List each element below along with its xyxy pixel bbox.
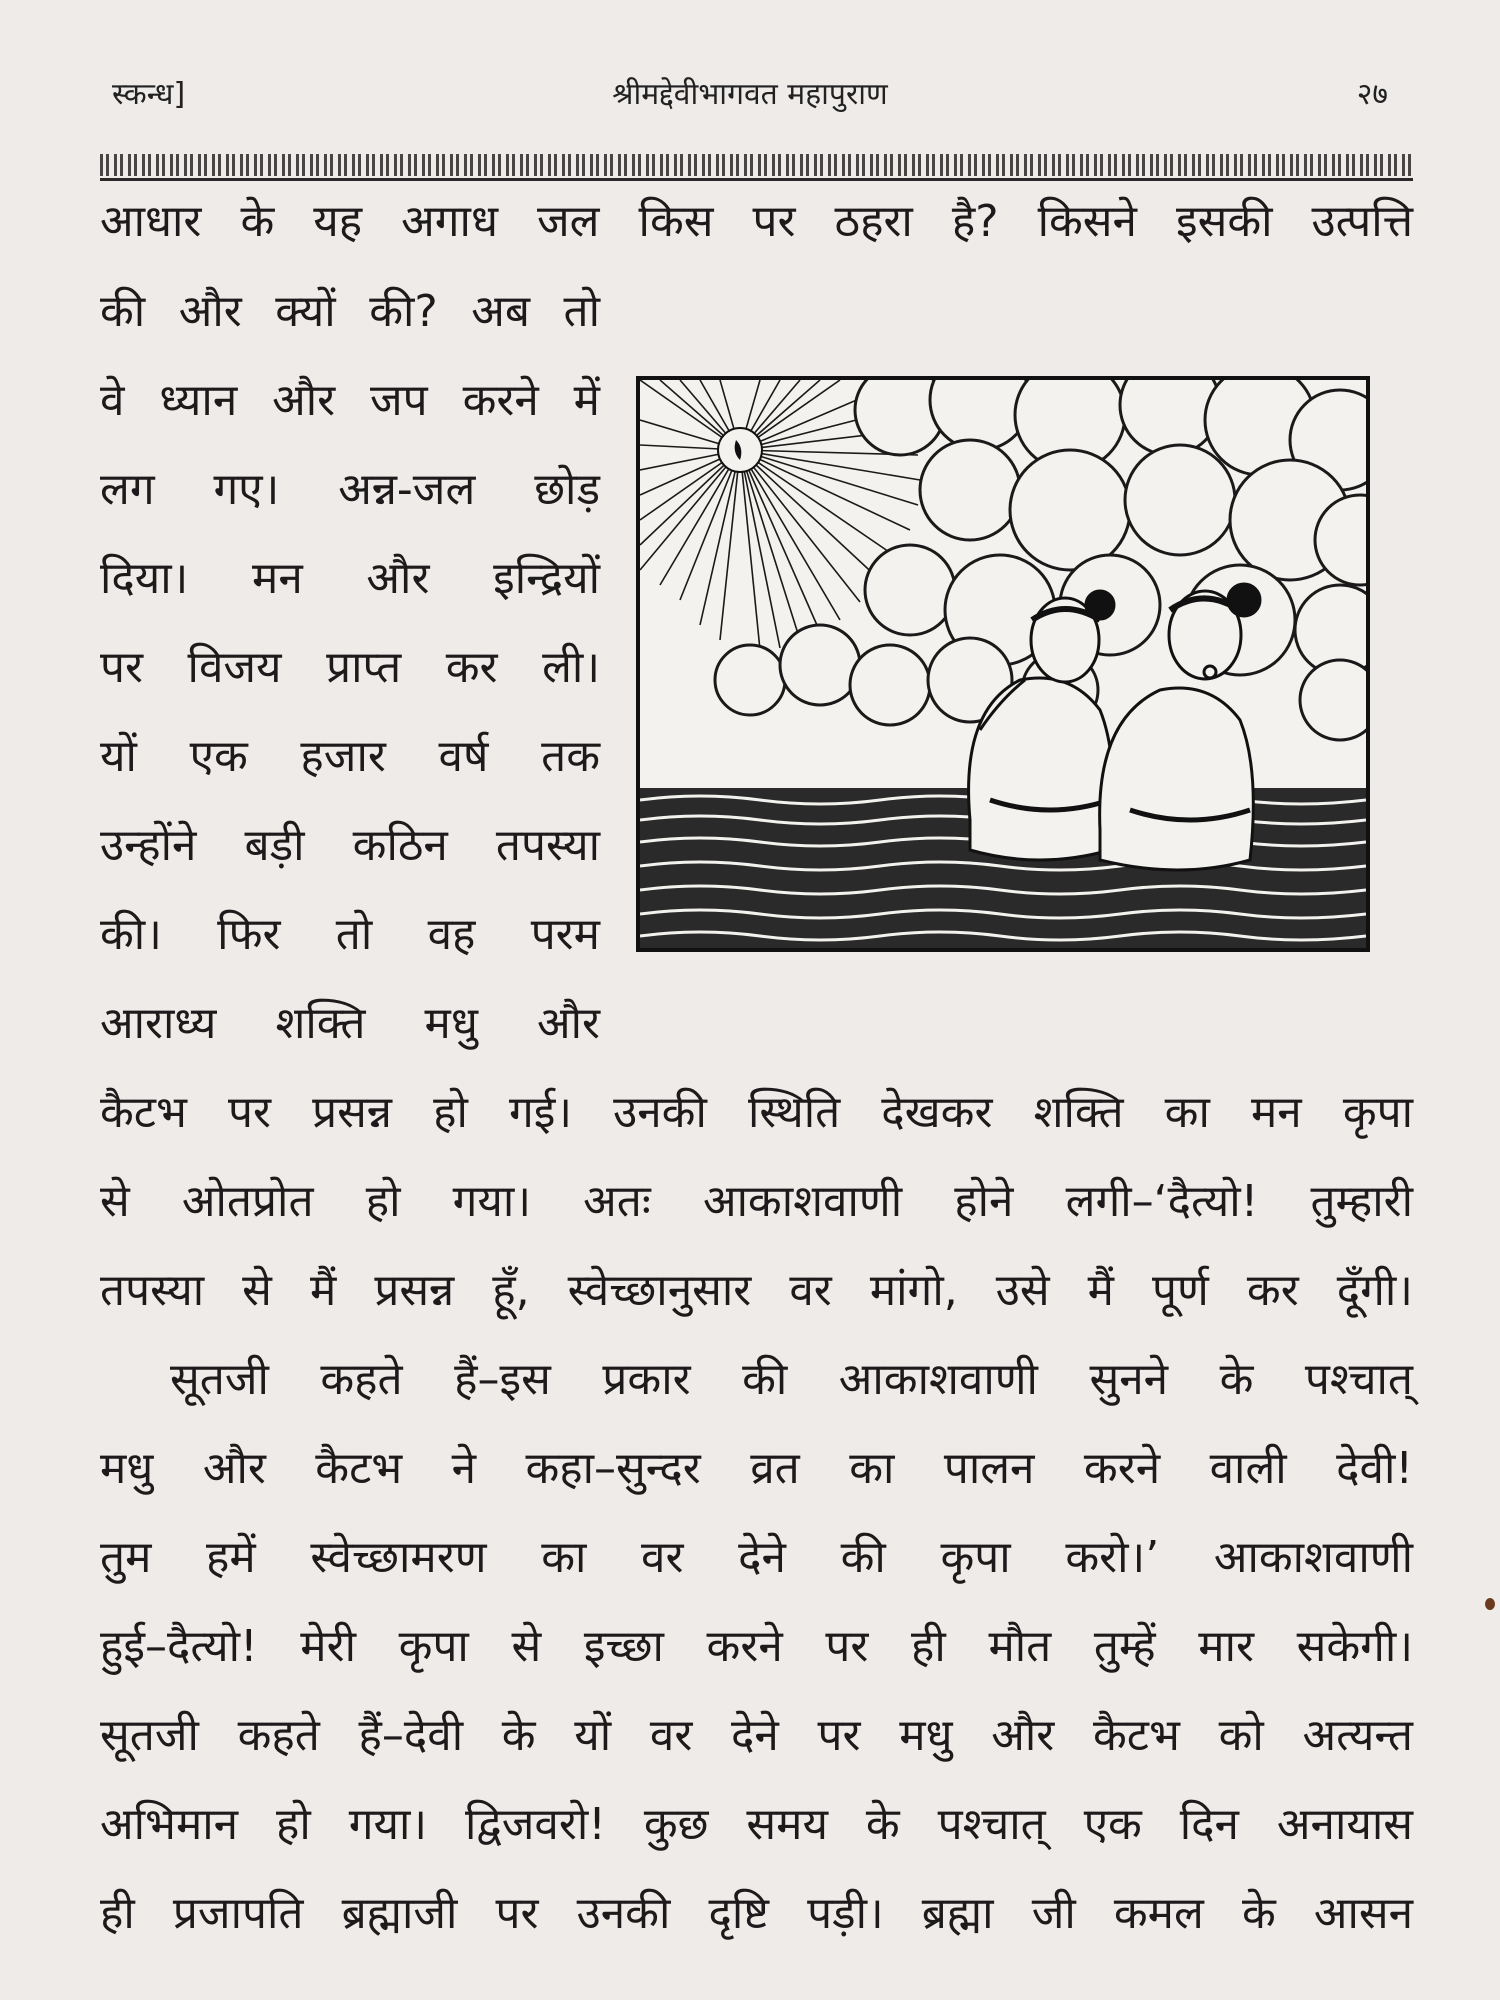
- text-line: लग गए। अन्न-जल छोड़: [100, 464, 600, 515]
- running-title: श्रीमद्देवीभागवत महापुराण: [612, 77, 888, 112]
- text-line: वे ध्यान और जप करने में: [100, 375, 600, 426]
- page-number: २७: [1356, 77, 1388, 112]
- text-line: से ओतप्रोत हो गया। अतः आकाशवाणी होने लगी–‘दैत्यो! तुम्हारी: [100, 1176, 1413, 1227]
- text-line: तपस्या से मैं प्रसन्न हूँ, स्वेच्छानुसार वर मांगो, उसे मैं पूर्ण कर दूँगी।: [100, 1265, 1413, 1316]
- paper-stain: [1485, 1598, 1495, 1610]
- text-line: सूतजी कहते हैं–इस प्रकार की आकाशवाणी सुनने के पश्चात्: [170, 1354, 1413, 1405]
- text-line: तुम हमें स्वेच्छामरण का वर देने की कृपा करो।’ आकाशवाणी: [100, 1532, 1413, 1583]
- text-line: अभिमान हो गया। द्विजवरो! कुछ समय के पश्चात् एक दिन अनायास: [100, 1799, 1413, 1850]
- decorative-border: [100, 154, 1413, 176]
- text-line: यों एक हजार वर्ष तक: [100, 731, 600, 782]
- illustration-two-ascetics-in-water: [636, 376, 1370, 952]
- text-line: उन्होंने बड़ी कठिन तपस्या: [100, 820, 600, 871]
- border-rule: [100, 178, 1413, 181]
- text-line: पर विजय प्राप्त कर ली।: [100, 642, 600, 693]
- text-line: की। फिर तो वह परम: [100, 909, 600, 960]
- text-line: मधु और कैटभ ने कहा–सुन्दर व्रत का पालन करने वाली देवी!: [100, 1443, 1413, 1494]
- text-line: आधार के यह अगाध जल किस पर ठहरा है? किसने इसकी उत्पत्ति: [100, 196, 1413, 247]
- text-line: ही प्रजापति ब्रह्माजी पर उनकी दृष्टि पड़ी। ब्रह्मा जी कमल के आसन: [100, 1888, 1413, 1939]
- text-line: आराध्य शक्ति मधु और: [100, 998, 600, 1049]
- text-line: हुई–दैत्यो! मेरी कृपा से इच्छा करने पर ही मौत तुम्हें मार सकेगी।: [100, 1621, 1413, 1672]
- text-line: दिया। मन और इन्द्रियों: [100, 553, 600, 604]
- text-line: सूतजी कहते हैं–देवी के यों वर देने पर मधु और कैटभ को अत्यन्त: [100, 1710, 1413, 1761]
- text-line: की और क्यों की? अब तो: [100, 286, 600, 337]
- text-line: कैटभ पर प्रसन्न हो गई। उनकी स्थिति देखकर शक्ति का मन कृपा: [100, 1087, 1413, 1138]
- section-label: स्कन्ध]: [112, 77, 186, 112]
